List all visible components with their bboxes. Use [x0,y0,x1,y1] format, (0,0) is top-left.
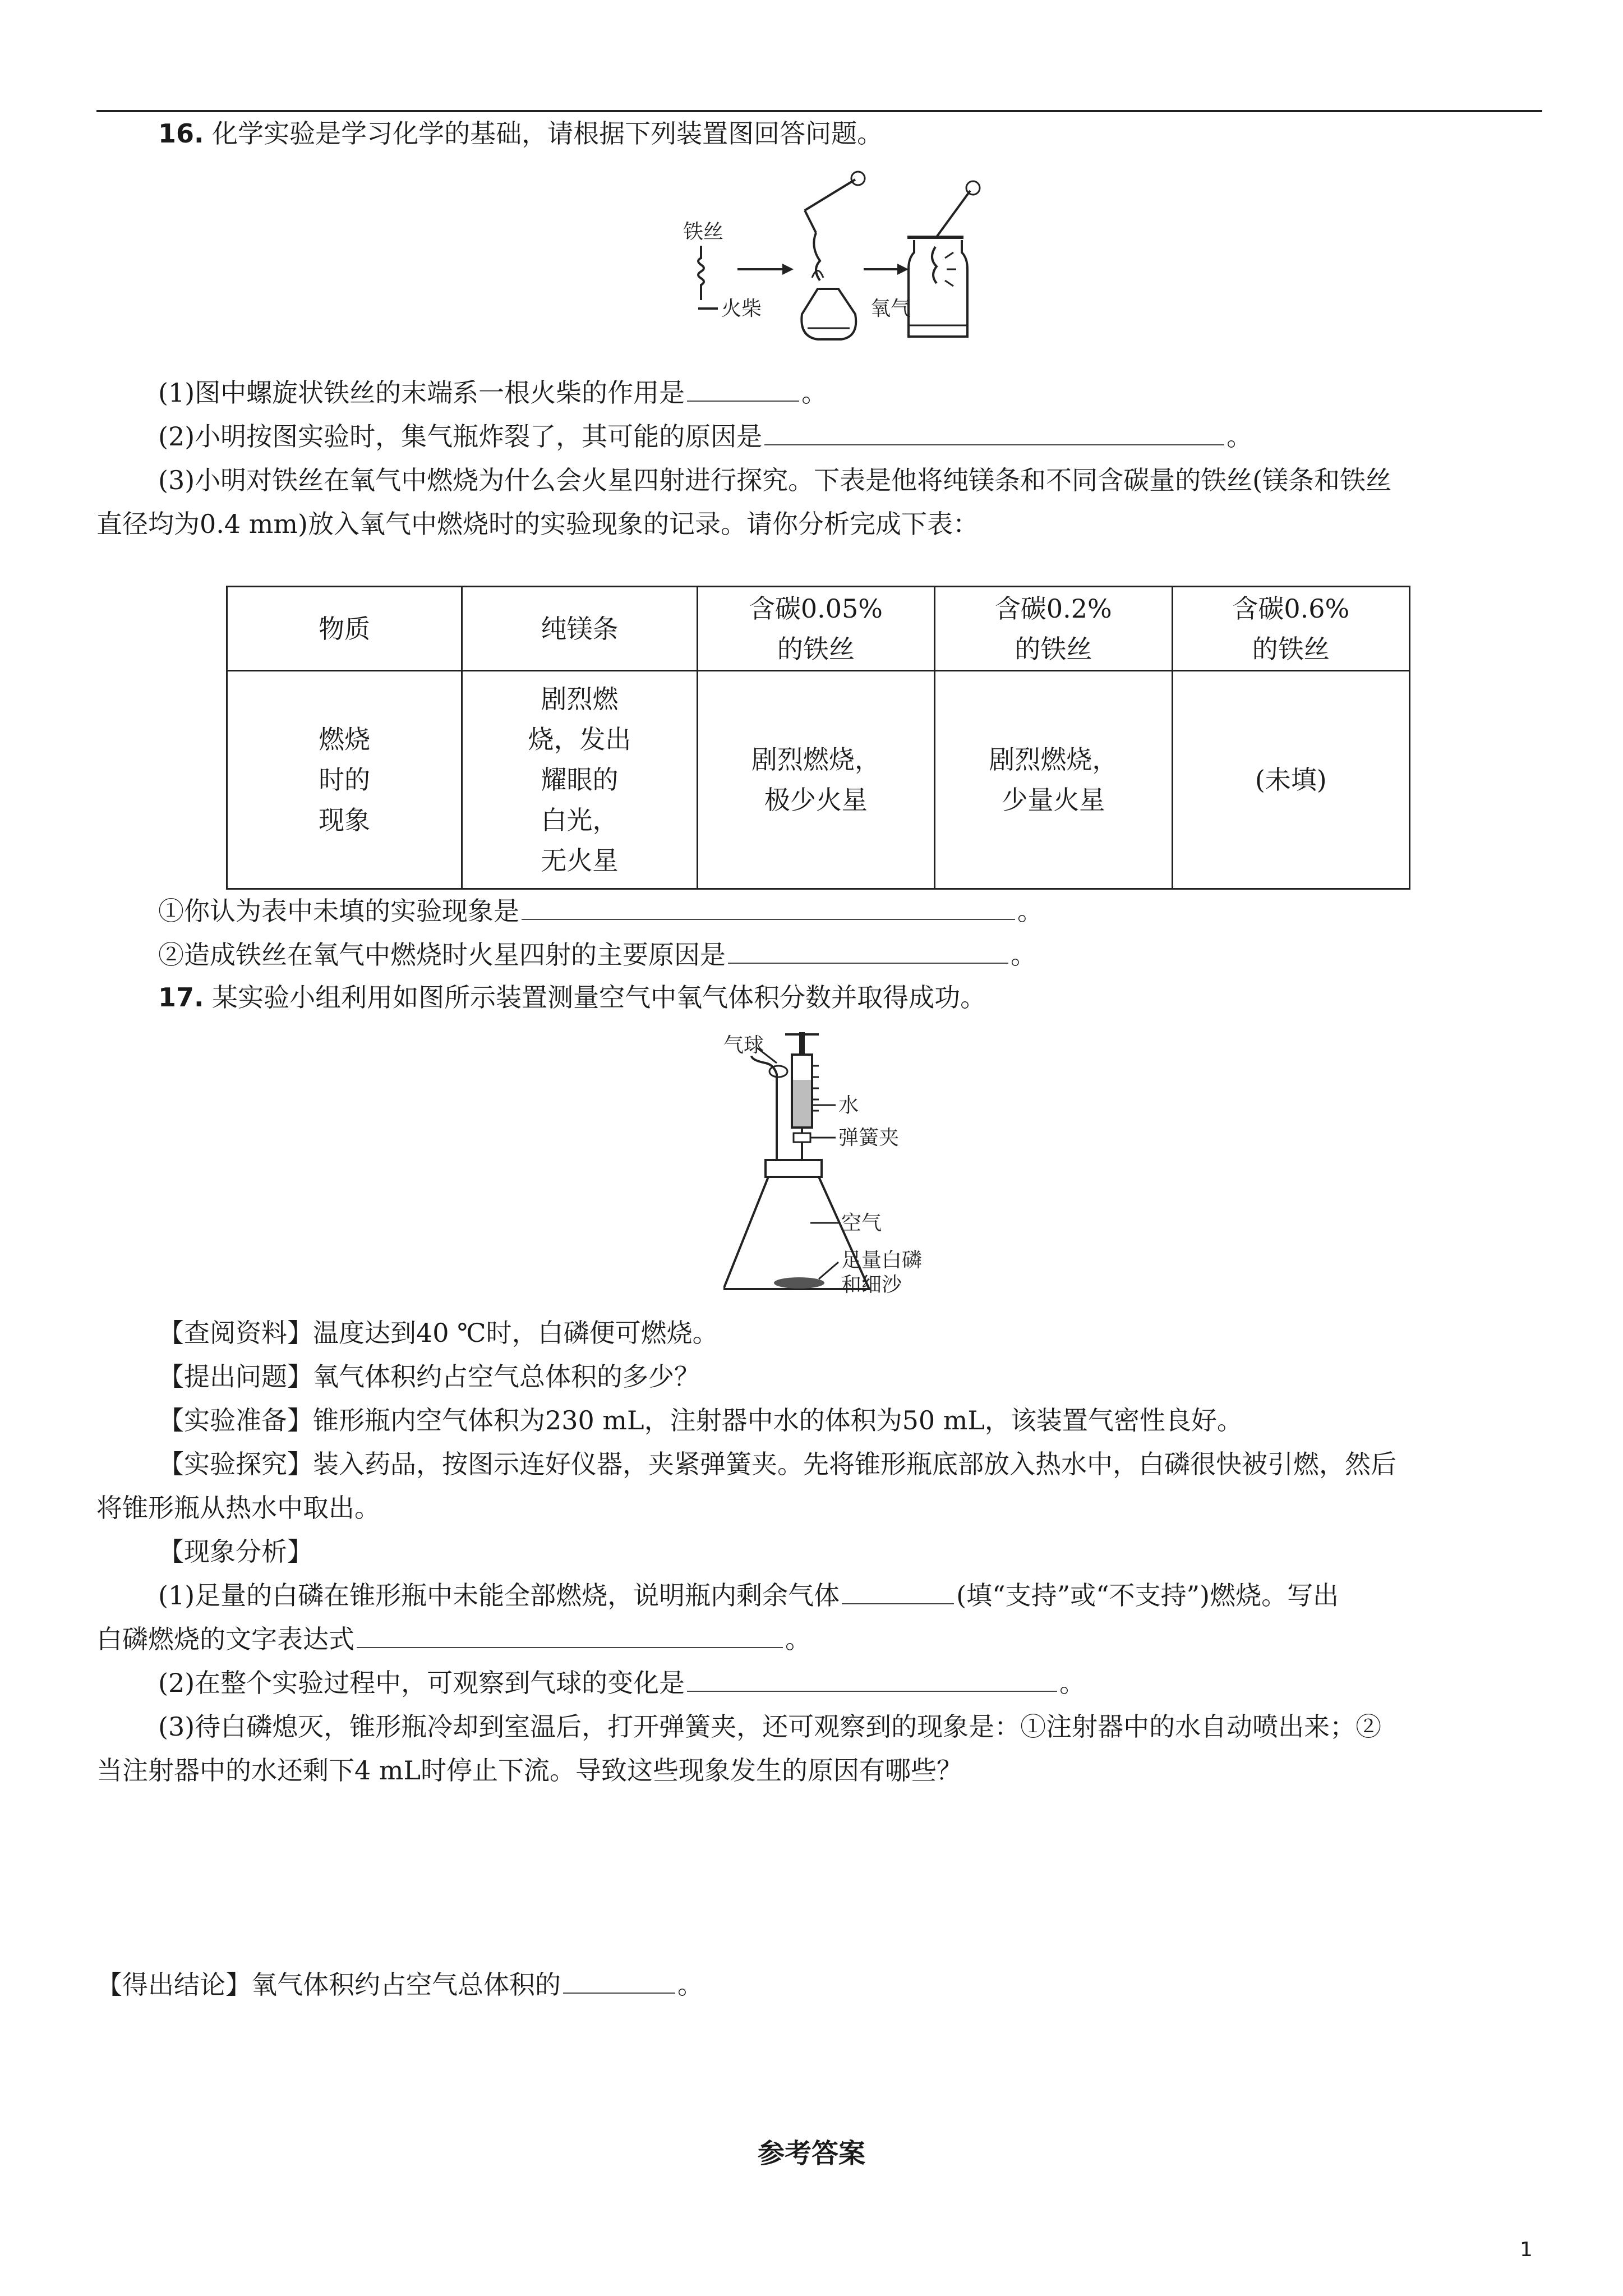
th-substance: 物质 [227,587,462,671]
fig16-label-oxygen: 氧气 [870,297,911,320]
q17-stem: 某实验小组利用如图所示装置测量空气中氧气体积分数并取得成功。 [212,982,986,1013]
q17-question: 【提出问题】氧气体积约占空气总体积的多少？ [158,1361,700,1392]
td-row-label: 燃烧 时的 现象 [227,671,462,889]
q17-analysis3-line2: 当注射器中的水还剩下4 mL时停止下流。导致这些现象发生的原因有哪些？ [96,1755,963,1786]
header-rule [96,110,1542,112]
q16-sub1 [158,894,1043,928]
q16-sub1-end: 。 [1017,896,1043,926]
th-c06: 含碳0.6% 的铁丝 [1172,587,1409,671]
fig17-label-balloon: 气球 [723,1034,764,1057]
q17-a1-post: (填“支持”或“不支持”)燃烧。写出 [956,1580,1339,1611]
q16-sub1-text: ①你认为表中未填的实验现象是 [158,896,519,926]
page-number: 1 [1520,2238,1533,2261]
q17-number: 17. [158,982,204,1013]
answers-title: 参考答案 [757,2138,865,2169]
q17-a2-text: (2)在整个实验过程中，可观察到气球的变化是 [158,1668,685,1698]
q17-preparation: 【实验准备】锥形瓶内空气体积为230 mL，注射器中水的体积为50 mL，该装置气密性良好。 [158,1405,1243,1435]
q17-analysis2 [158,1666,1085,1700]
table-header-row [227,587,1410,671]
q17-a1-pre: (1)足量的白磷在锥形瓶中未能全部燃烧，说明瓶内剩余气体 [158,1580,840,1611]
q16-sub2-text: ②造成铁丝在氧气中燃烧时火星四射的主要原因是 [158,940,726,970]
q17-a2-blank[interactable] [687,1667,1057,1692]
q16-stem: 化学实验是学习化学的基础，请根据下列装置图回答问题。 [212,118,883,149]
q16-sub2 [158,938,1036,972]
fig16-label-match: 火柴 [721,297,762,320]
q17-apparatus-figure [723,1032,970,1313]
q16-experiment-table [226,586,1410,890]
td-c005-phenomenon: 剧烈燃烧， 极少火星 [697,671,934,889]
q16-part1-text: (1)图中螺旋状铁丝的末端系一根火柴的作用是 [158,378,685,408]
q17-conclusion-text: 【得出结论】氧气体积约占空气总体积的 [96,1970,561,2000]
fig17-label-p1: 足量白磷 [841,1249,923,1272]
q17-stem-line [158,981,986,1014]
q17-conclusion-blank[interactable] [563,1969,675,1994]
fig17-label-clip: 弹簧夹 [838,1126,900,1149]
q16-sub2-end: 。 [1011,940,1036,970]
q17-conclusion [96,1968,703,2001]
q16-number: 16. [158,118,204,149]
q16-part3-line2: 直径均为0.4 mm)放入氧气中燃烧时的实验现象的记录。请你分析完成下表： [96,509,979,539]
q17-explore-line2: 将锥形瓶从热水中取出。 [96,1493,380,1523]
q17-explore-line1: 【实验探究】装入药品，按图示连好仪器，夹紧弹簧夹。先将锥形瓶底部放入热水中，白磷很快被引燃，然后 [158,1449,1396,1479]
q16-sub2-blank[interactable] [728,939,1008,964]
q17-a1-blank2[interactable] [357,1623,783,1648]
q16-part2-blank[interactable] [764,421,1224,445]
th-pure-mg: 纯镁条 [462,587,697,671]
fig17-label-water: 水 [838,1094,859,1117]
q16-part2 [158,420,1252,453]
q17-reference: 【查阅资料】温度达到40 ℃时，白磷便可燃烧。 [158,1318,718,1348]
fig17-label-air: 空气 [841,1212,882,1235]
q16-sub1-blank[interactable] [522,895,1015,920]
table-phenomenon-row [227,671,1410,889]
q17-analysis1-line1 [158,1579,1339,1612]
td-c02-phenomenon: 剧烈燃烧， 少量火星 [935,671,1172,889]
q16-part1-end: 。 [801,378,828,408]
q17-a1-line2-text: 白磷燃烧的文字表达式 [96,1624,354,1654]
q16-part2-end: 。 [1227,421,1253,452]
q17-analysis1-line2 [96,1622,811,1656]
q17-conclusion-end: 。 [677,1970,703,2000]
q16-part1-blank[interactable] [687,377,799,402]
q16-part2-text: (2)小明按图实验时，集气瓶炸裂了，其可能的原因是 [158,421,763,452]
td-c06-phenomenon: (未填) [1172,671,1409,889]
td-mg-phenomenon: 剧烈燃 烧，发出 耀眼的 白光， 无火星 [462,671,697,889]
th-c02: 含碳0.2% 的铁丝 [935,587,1172,671]
th-c005: 含碳0.05% 的铁丝 [697,587,934,671]
q16-part3-line1: (3)小明对铁丝在氧气中燃烧为什么会火星四射进行探究。下表是他将纯镁条和不同含碳量的铁丝(镁条和铁丝 [158,465,1392,495]
q17-analysis-heading: 【现象分析】 [158,1536,313,1567]
q16-part1 [158,376,827,409]
q17-analysis3-line1: (3)待白磷熄灭，锥形瓶冷却到室温后，打开弹簧夹，还可观察到的现象是：①注射器中的水自动喷出来；② [158,1711,1382,1742]
q17-a1-blank1[interactable] [842,1580,954,1604]
q16-stem-line [158,117,883,150]
fig16-label-wire: 铁丝 [683,220,724,243]
fig17-label-p2: 和细沙 [841,1273,902,1296]
q16-iron-wire-figure [673,168,987,348]
q17-a1-end: 。 [785,1624,811,1654]
q17-a2-end: 。 [1059,1668,1086,1698]
